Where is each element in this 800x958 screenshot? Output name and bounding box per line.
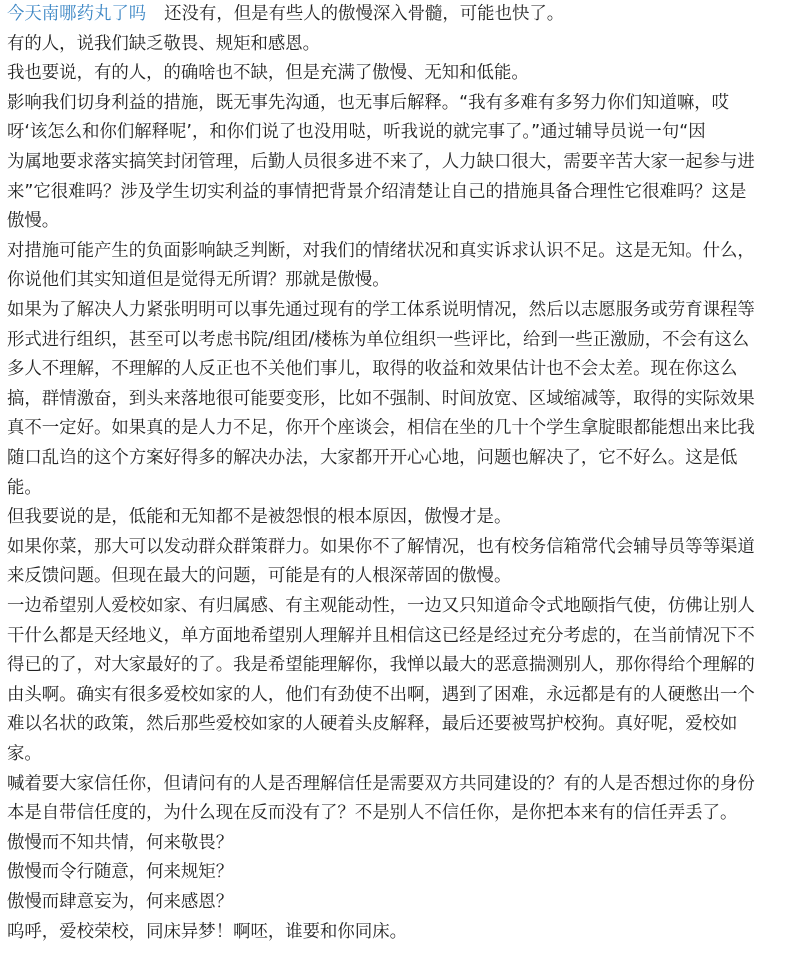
post-line: 呀‘该怎么和你们解释呢’，和你们说了也没用哒，听我说的就完事了。”通过辅导员说一句“因 [7,122,706,143]
post-line: 傲慢而令行随意，何来规矩？ [7,862,234,883]
post-line: 随口乱诌的这个方案好得多的解决办法，大家都开开心心地，问题也解决了，它不好么。这是低 [7,448,738,468]
post-line: 本是自带信任度的，为什么现在反而没有了？不是别人不信任你，是你把本来有的信任弄丢了。 [7,803,738,824]
post-line: 干什么都是天经地义，单方面地希望别人理解并且相信这已经是经过充分考虑的，在当前情况下不 [7,625,755,646]
post-line: 来”它很难吗？涉及学生切实利益的事情把背景介绍清楚让自己的措施具备合理性它很难吗？这是 [7,181,747,202]
post-line-0 [7,0,797,30]
post-line: 呜呼，爱校荣校，同床异梦！啊呸，谁要和你同床。 [7,921,407,942]
post-line: 难以名状的政策，然后那些爱校如家的人硬着头皮解释，最后还要被骂护校狗。真好呢，爱校如 [7,714,738,735]
post-line: 但我要说的是，低能和无知都不是被怨恨的根本原因，傲慢才是。 [7,507,512,528]
post-line: 家。 [7,744,42,764]
post-line: 傲慢而不知共情，何来敬畏？ [7,832,234,853]
post-line: 喊着要大家信任你，但请问有的人是否理解信任是需要双方共同建设的？有的人是否想过你的身份 [7,773,755,794]
post-line: 我也要说，有的人，的确啥也不缺，但是充满了傲慢、无知和低能。 [7,63,529,84]
post-line: 你说他们其实知道但是觉得无所谓？那就是傲慢。 [7,270,390,291]
post-line: 有的人，说我们缺乏敬畏、规矩和感恩。 [7,33,321,54]
post-line: 多人不理解，不理解的人反正也不关他们事儿，取得的收益和效果估计也不会太差。现在你这么 [7,359,738,380]
post-line: 如果你菜，那大可以发动群众群策群力。如果你不了解情况，也有校务信箱常代会辅导员等等渠道 [7,536,755,557]
post-line: 形式进行组织，甚至可以考虑书院/组团/楼栋为单位组织一些评比，给到一些正激励，不会有这么 [7,329,750,350]
post-line: 由头啊。确实有很多爱校如家的人，他们有劲使不出啊，遇到了困难，永远都是有的人硬憋出一个 [7,684,755,705]
post-line: 如果为了解决人力紧张明明可以事先通过现有的学工体系说明情况，然后以志愿服务或劳育课程等 [7,300,755,320]
post-line: 得已的了，对大家最好的了。我是希望能理解你，我惮以最大的恶意揣测别人，那你得给个理解的 [7,655,755,676]
post-line: 影响我们切身利益的措施，既无事先沟通，也无事后解释。“我有多难有多努力你们知道嘛，哎 [7,92,730,113]
post-line: 傲慢而肆意妄为，何来感恩？ [7,892,234,912]
author-link[interactable]: 今天南哪药丸了吗 [7,4,147,24]
post-text: 还没有，但是有些人的傲慢深入骨髓，可能也快了。 [164,4,565,24]
post-line: 对措施可能产生的负面影响缺乏判断，对我们的情绪状况和真实诉求认识不足。这是无知。什么， [7,240,755,261]
post-line: 真不一定好。如果真的是人力不足，你开个座谈会，相信在坐的几十个学生拿腚眼都能想出来比我 [7,418,755,439]
post-line: 能。 [7,477,42,498]
post-line: 来反馈问题。但现在最大的问题，可能是有的人根深蒂固的傲慢。 [7,566,512,587]
post-line: 傲慢。 [7,211,60,232]
post-line: 搞，群情激奋，到头来落地很可能要变形，比如不强制、时间放宽、区域缩减等，取得的实际效果 [7,388,755,409]
post-line: 为属地要求落实搞笑封闭管理，后勤人员很多进不来了，人力缺口很大，需要辛苦大家一起参与进 [7,152,755,172]
post-line: 一边希望别人爱校如家、有归属感、有主观能动性，一边又只知道命令式地颐指气使，仿佛让别人 [7,596,755,616]
